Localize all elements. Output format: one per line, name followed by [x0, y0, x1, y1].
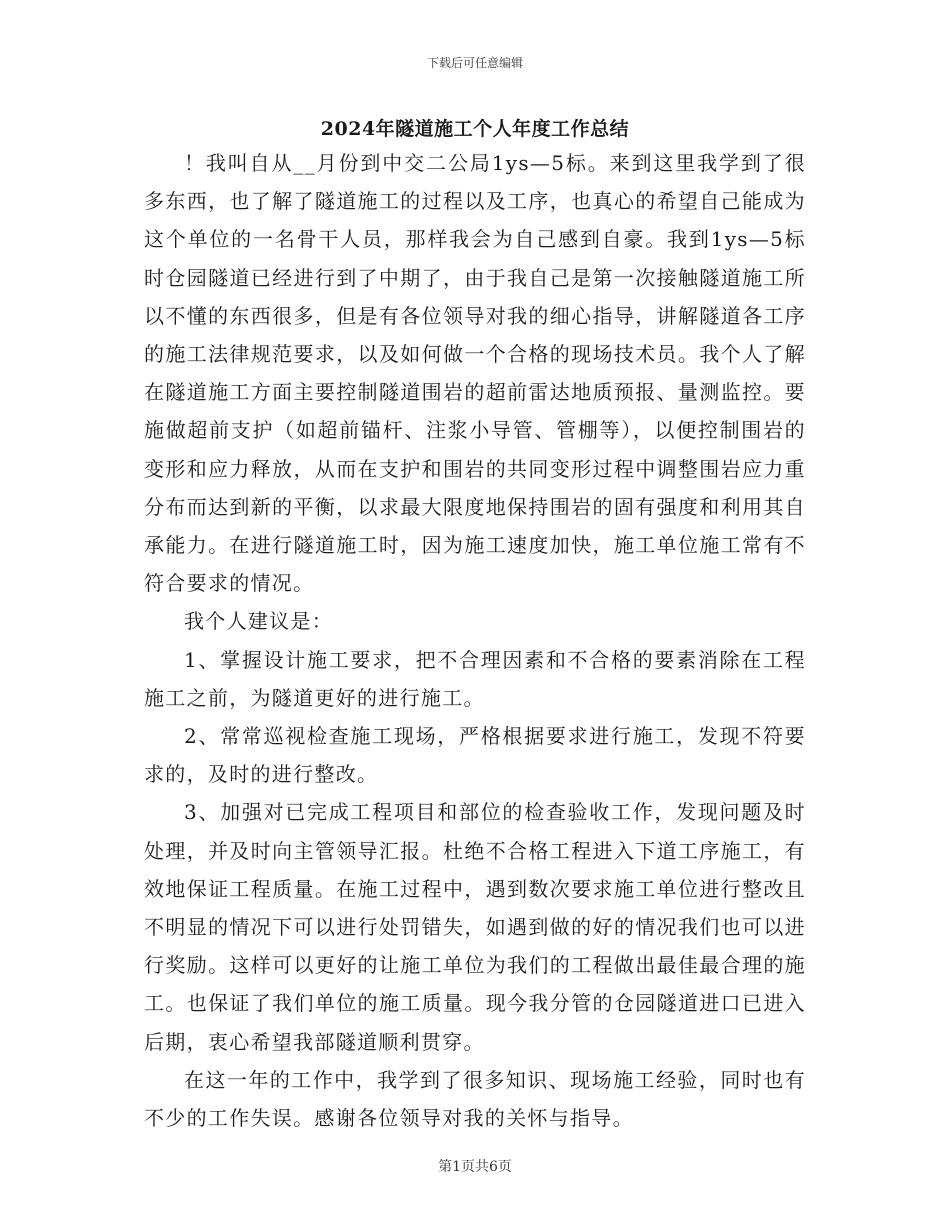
- paragraph-intro: ！我叫自从__月份到中交二公局1ys—5标。来到这里我学到了很多东西，也了解了隧道施工的过程以及工序，也真心的希望自己能成为这个单位的一名骨干人员，那样我会为自己感到自豪。我到1ys—5标时仓园隧道已经进行到了中期了，由于我自己是第一次接触隧道施工所以不懂的东西很多，但是有各位领导对我的细心指导，讲解隧道各工序的施工法律规范要求，以及如何做一个合格的现场技术员。我个人了解在隧道施工方面主要控制隧道围岩的超前雷达地质预报、量测监控。要施做超前支护（如超前锚杆、注浆小导管、管棚等），以便控制围岩的变形和应力释放，从而在支护和围岩的共同变形过程中调整围岩应力重分布而达到新的平衡，以求最大限度地保持围岩的固有强度和利用其自承能力。在进行隧道施工时，因为施工速度加快，施工单位施工常有不符合要求的情况。: [144, 151, 806, 596]
- document-title: 2024年隧道施工个人年度工作总结: [320, 118, 630, 140]
- paragraph-suggestion-2: 2、常常巡视检查施工现场，严格根据要求进行施工，发现不符要求的，及时的进行整改。: [144, 724, 806, 787]
- page-number: 第1页共6页: [438, 1159, 512, 1175]
- paragraph-closing: 在这一年的工作中，我学到了很多知识、现场施工经验，同时也有不少的工作失误。感谢各位领导对我的关怀与指导。: [144, 1067, 806, 1131]
- document-body: [144, 144, 806, 1137]
- header-note: 下载后可任意编辑: [426, 56, 523, 70]
- paragraph-suggestion-1: 1、掌握设计施工要求，把不合理因素和不合格的要素消除在工程施工之前，为隧道更好的进行施工。: [144, 647, 806, 710]
- paragraph-suggestion-3: 3、加强对已完成工程项目和部位的检查验收工作，发现问题及时处理，并及时向主管领导汇报。杜绝不合格工程进入下道工序施工，有效地保证工程质量。在施工过程中，遇到数次要求施工单位进行整改且不明显的情况下可以进行处罚错失，如遇到做的好的情况我们也可以进行奖励。这样可以更好的让施工单位为我们的工程做出最佳最合理的施工。也保证了我们单位的施工质量。现今我分管的仓园隧道进口已进入后期，衷心希望我部隧道顺利贯穿。: [144, 800, 806, 1054]
- paragraph-suggestion-heading: 我个人建议是：: [184, 609, 334, 634]
